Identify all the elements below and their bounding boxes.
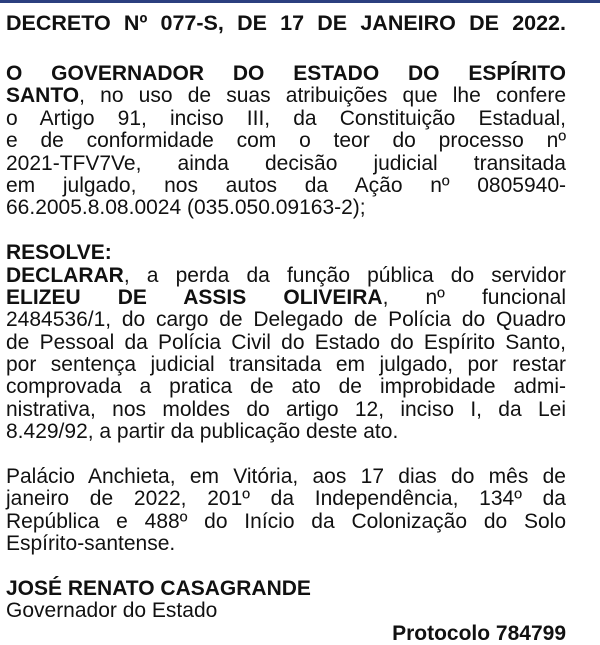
resolve-line	[6, 421, 566, 443]
bold-text: ELIZEU DE ASSIS OLIVEIRA	[6, 285, 383, 309]
resolve-line	[6, 376, 566, 398]
closing-line	[6, 488, 566, 510]
body-text: e de conformidade com o teor do processo nº	[6, 129, 566, 153]
preamble-paragraph	[6, 63, 566, 220]
resolve-line	[6, 242, 566, 264]
body-text: República e 488º do Início da Colonização do Solo	[6, 509, 566, 533]
body-text: o Artigo 91, inciso III, da Constituição Estadual,	[6, 106, 566, 130]
preamble-line	[6, 85, 566, 107]
body-text: de Pessoal da Polícia Civil do Estado do Espírito Santo,	[6, 330, 566, 354]
body-text: , a perda da função pública do servidor	[123, 263, 566, 287]
preamble-line	[6, 108, 566, 130]
closing-paragraph	[6, 466, 566, 556]
preamble-line	[6, 63, 566, 85]
protocol-number: Protocolo 784799	[392, 621, 566, 645]
resolve-line	[6, 265, 566, 287]
decree-title: DECRETO Nº 077-S, DE 17 DE JANEIRO DE 2022.	[6, 11, 566, 35]
body-text: janeiro de 2022, 201º da Independência, 134º da	[6, 487, 566, 511]
resolve-line	[6, 287, 566, 309]
body-text: , nº funcional	[382, 285, 567, 309]
resolve-line	[6, 309, 566, 331]
body-text: por sentença judicial transitada em julgado, por restar	[6, 353, 566, 377]
bold-text: SANTO	[6, 84, 80, 108]
body-text: , no uso de suas atribuições que lhe confere	[79, 84, 566, 108]
body-text: Espírito-santense.	[6, 532, 176, 556]
body-text: 2021-TFV7Ve, ainda decisão judicial transitada	[6, 151, 566, 175]
signatory-role: Governador do Estado	[6, 599, 218, 623]
preamble-line	[6, 197, 566, 219]
closing-line	[6, 466, 566, 488]
top-border	[0, 0, 600, 3]
body-text: Palácio Anchieta, em Vitória, aos 17 dias do mês de	[6, 465, 566, 489]
preamble-line	[6, 130, 566, 152]
preamble-line	[6, 175, 566, 197]
body-text: 8.429/92, a partir da publicação deste ato.	[6, 420, 399, 444]
signatory-name: JOSÉ RENATO CASAGRANDE	[6, 576, 311, 600]
body-text: 2484536/1, do cargo de Delegado de Polícia do Quadro	[6, 308, 566, 332]
bold-text: DECLARAR	[6, 263, 124, 287]
resolve-line	[6, 332, 566, 354]
body-text: nistrativa, nos moldes do artigo 12, inciso I, da Lei	[6, 397, 566, 421]
closing-line	[6, 511, 566, 533]
resolve-line	[6, 354, 566, 376]
bold-text: O GOVERNADOR DO ESTADO DO ESPÍRITO	[6, 62, 566, 85]
body-text: 66.2005.8.08.0024 (035.050.09163-2);	[6, 196, 366, 220]
resolve-line	[6, 399, 566, 421]
preamble-line	[6, 153, 566, 175]
decree-document	[6, 10, 566, 645]
body-text: em julgado, nos autos da Ação nº 0805940-	[6, 173, 566, 197]
closing-line	[6, 533, 566, 555]
resolve-paragraph	[6, 242, 566, 444]
body-text: comprovada a pratica de ato de improbidade admi-	[6, 375, 566, 399]
bold-text: RESOLVE:	[6, 241, 112, 265]
